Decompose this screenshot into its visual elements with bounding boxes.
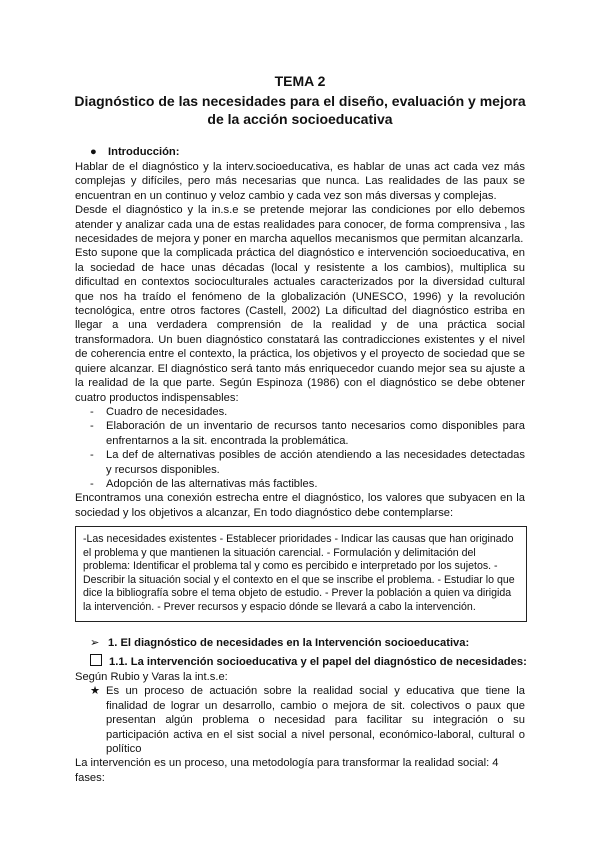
dash-marker: - [90, 405, 94, 418]
section-1-1-source: Según Rubio y Varas la int.s.e: [75, 671, 228, 683]
section-1-title: 1. El diagnóstico de necesidades en la Intervención socioeducativa: [108, 637, 470, 649]
products-list [75, 405, 525, 491]
list-item: - Adopción de las alternativas más factibles. [90, 477, 318, 490]
section-1-1-heading [90, 654, 527, 668]
considerations-box [75, 526, 527, 622]
bullet-icon: ● [90, 146, 97, 158]
list-item: - Elaboración de un inventario de recursos tanto necesarios como disponibles para enfrentarnos a la sit. encontrada la problemática. [90, 420, 525, 447]
dash-marker: - [90, 477, 94, 490]
list-item: - Cuadro de necesidades. [90, 405, 228, 418]
checkbox-icon [90, 654, 102, 666]
intro-paragraph-3: Esto supone que la complicada práctica del diagnóstico e intervención socioeducativa, en la sociedad de hace unas décadas (local y resistente a los cambios), multiplica su dificultad en contextos socioculturales actuales caracterizados por la diversidad cultural que nos ha traído el fenómeno de la globalización (UNESCO, 1996) y la revolución tecnológica, entre otros factores (Castell, 2002) La dificultad del diagnóstico estriba en llegar a una verdadera comprensión de la realidad y de una práctica social transformadora. Un buen diagnóstico constatará las contradicciones existentes y el nivel de coherencia entre el contexto, la práctica, los objetivos y el proyecto de sociedad que se quiere alcanzar. El diagnóstico será tanto más enriquecedor cuando mejor sea su ajuste a la realidad de la que parte. Según Espinoza (1986) con el diagnóstico se debe obtener cuatro productos indispensables: [75, 247, 525, 404]
intro-paragraph-1: Hablar de el diagnóstico y la interv.socioeducativa, es hablar de unas act cada vez más complejas y difíciles, pero más necesarias que nunca. Las realidades de las paux se encuentran en un continuo y veloz cambio y cada vez son más diversas y complejas. [75, 161, 525, 202]
intro-heading [90, 146, 179, 158]
section-1-1-title: 1.1. La intervención socioeducativa y el papel del diagnóstico de necesidades: [109, 656, 527, 668]
considerations-text: -Las necesidades existentes - Establecer prioridades - Indicar las causas que han originado el problema y que mantienen la situación carencial. - Formulación y delimitación del problema: Identificar el problema tal y como es percibido e interpretado por los sujetos. - Describir la situación social y el contexto en el que se inscribe el problema. - Estudiar lo que dice la bibliografía sobre el tema objeto de estudio. - Prever la población a quien va dirigida la intervención. - Prever recursos y espacio dónde se llevará a cabo la intervención. [83, 533, 515, 613]
list-item: - La def de alternativas posibles de acción atendiendo a las necesidades detectadas y recursos disponibles. [90, 449, 525, 476]
section-1-1-final: La intervención es un proceso, una metodología para transformar la realidad social: 4 fases: [75, 757, 499, 784]
intro-paragraph-2: Desde el diagnóstico y la in.s.e se pretende mejorar las condiciones por ello debemos atender y analizar cada una de estas realidades para conocer, de forma comprensiva , las necesidades de mejora y poner en marcha aquellos mecanismos que permitan alcanzarla. [75, 204, 525, 246]
dash-marker: - [90, 420, 94, 433]
star-list-item: ★ Es un proceso de actuación sobre la realidad social y educativa que tiene la finalidad de lograr un desarrollo, cambio o mejora de sit. colectivos o paux que presentan algún problema o necesidad para facilitar su integración o su participación activa en el sist social a nivel personal, económico-laboral, cultural o político [90, 685, 525, 756]
intro-closing: Encontramos una conexión estrecha entre el diagnóstico, los valores que subyacen en la sociedad y los objetivos a alcanzar, En todo diagnóstico debe contemplarse: [75, 492, 525, 519]
document-title-line-2: de la acción socioeducativa [207, 111, 393, 127]
document-title-number: TEMA 2 [274, 73, 326, 89]
section-1-heading [90, 636, 469, 649]
section-1-1-body [75, 670, 525, 785]
dash-marker: - [90, 449, 94, 462]
document-title [60, 92, 540, 128]
intro-heading-label: Introducción: [108, 146, 180, 158]
star-icon: ★ [90, 685, 101, 698]
arrow-bullet-icon: ➢ [90, 637, 100, 649]
intro-body [75, 160, 525, 520]
document-title-line-1: Diagnóstico de las necesidades para el diseño, evaluación y mejora [74, 93, 526, 109]
